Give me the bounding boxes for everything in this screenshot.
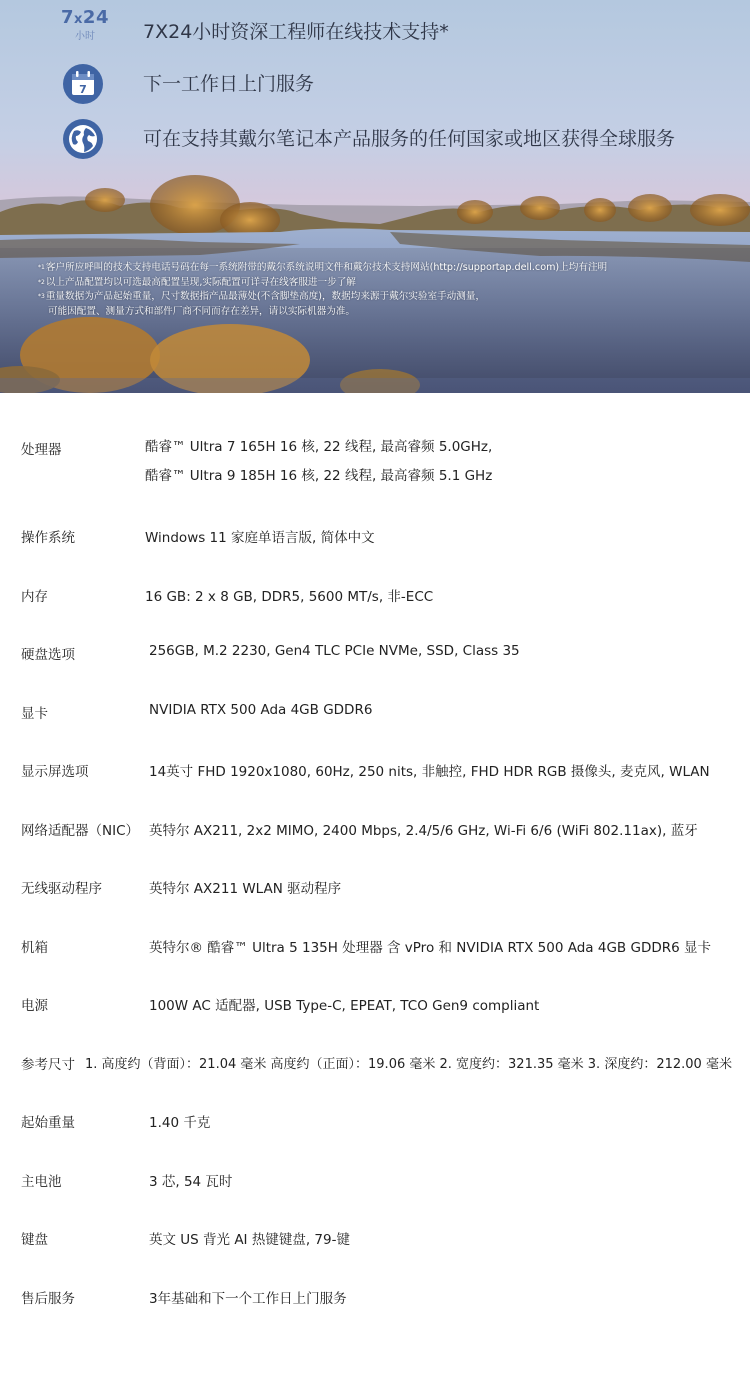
- spec-value-line: 酷睿™ Ultra 9 185H 16 核, 22 线程, 最高睿频 5.1 GHz: [145, 468, 493, 484]
- spec-value: NVIDIA RTX 500 Ada 4GB GDDR6: [149, 702, 373, 718]
- feature-onsite: [0, 60, 750, 120]
- spec-value: 英特尔® 酷睿™ Ultra 5 135H 处理器 含 vPro 和 NVIDIA RTX 500 Ada 4GB GDDR6 显卡: [149, 940, 711, 956]
- spec-value: 3年基础和下一个工作日上门服务: [149, 1291, 347, 1307]
- spec-value: [145, 433, 492, 491]
- feature-global: [0, 115, 750, 175]
- calendar-7-icon: [62, 63, 104, 105]
- spec-label: 起始重量: [21, 1115, 75, 1131]
- footnote-3-cont: [38, 305, 728, 320]
- footnote-1: [38, 261, 728, 276]
- spec-value: 16 GB: 2 x 8 GB, DDR5, 5600 MT/s, 非-ECC: [145, 589, 434, 605]
- spec-label: 电源: [21, 998, 48, 1014]
- footnote-mark: *2: [38, 278, 45, 286]
- footnote-2: [38, 276, 728, 291]
- calendar-day: 7: [79, 83, 87, 96]
- service-banner: [0, 0, 750, 393]
- spec-label: 主电池: [21, 1174, 62, 1190]
- spec-value: 1. 高度约（背面）：21.04 毫米 高度约（正面）：19.06 毫米 2. 宽度约：321.35 毫米 3. 深度约：212.00 毫米: [85, 1057, 732, 1072]
- footnote-text: 重量数据为产品起始重量，尺寸数据指产品最薄处(不含脚垫高度)，数据均来源于戴尔实验室手动测量，: [45, 291, 486, 302]
- footnote-text: 可能因配置、测量方式和部件厂商不同而存在差异，请以实际机器为准。: [48, 305, 355, 317]
- spec-value: 英特尔 AX211, 2x2 MIMO, 2400 Mbps, 2.4/5/6 GHz, Wi-Fi 6/6 (WiFi 802.11ax), 蓝牙: [149, 823, 698, 839]
- feature-onsite-text: 下一工作日上门服务: [143, 73, 315, 95]
- badge-x: x: [74, 12, 83, 27]
- spec-label: 网络适配器（NIC）: [21, 823, 140, 839]
- spec-value: 3 芯, 54 瓦时: [149, 1174, 233, 1190]
- spec-label: 无线驱动程序: [21, 881, 102, 897]
- spec-value: 1.40 千克: [149, 1115, 211, 1131]
- spec-value: 英特尔 AX211 WLAN 驱动程序: [149, 881, 342, 897]
- feature-support-text: 7X24小时资深工程师在线技术支持*: [143, 21, 449, 43]
- spec-value-line: 酷睿™ Ultra 7 165H 16 核, 22 线程, 最高睿频 5.0GHz,: [145, 439, 493, 455]
- badge-number: 7: [61, 7, 75, 28]
- footnote-text: 以上产品配置均以可选最高配置呈现,实际配置可详寻在线客服进一步了解: [45, 276, 356, 288]
- spec-label: 键盘: [21, 1232, 48, 1248]
- spec-label: 参考尺寸: [21, 1057, 75, 1073]
- footnotes: [38, 261, 728, 319]
- globe-icon: [62, 118, 104, 160]
- spec-label: 硬盘选项: [21, 647, 75, 663]
- spec-value: 英文 US 背光 AI 热键键盘, 79-键: [149, 1232, 350, 1248]
- badge-unit: 小时: [75, 31, 95, 42]
- footnote-text: 客户所应呼叫的技术支持电话号码在每一系统附带的戴尔系统说明文件和戴尔技术支持网站(http://supportap.dell.com)上均有注明: [45, 262, 608, 273]
- spec-label: 操作系统: [21, 530, 75, 546]
- footnote-3: [38, 290, 728, 305]
- spec-value: 14英寸 FHD 1920x1080, 60Hz, 250 nits, 非触控, FHD HDR RGB 摄像头, 麦克风, WLAN: [149, 764, 710, 780]
- footnote-mark: *3: [38, 293, 45, 300]
- spec-label: 机箱: [21, 940, 48, 956]
- footnote-mark: *1: [38, 264, 45, 271]
- spec-value: 100W AC 适配器, USB Type-C, EPEAT, TCO Gen9 compliant: [149, 998, 540, 1014]
- spec-label: 处理器: [21, 442, 62, 458]
- spec-value: Windows 11 家庭单语言版, 简体中文: [145, 530, 375, 546]
- spec-value: 256GB, M.2 2230, Gen4 TLC PCIe NVMe, SSD, Class 35: [149, 643, 520, 659]
- feature-global-text: 可在支持其戴尔笔记本产品服务的任何国家或地区获得全球服务: [143, 128, 676, 150]
- spec-label: 显卡: [21, 706, 48, 722]
- spec-label: 售后服务: [21, 1291, 75, 1307]
- spec-label: 内存: [21, 589, 48, 605]
- spec-label: 显示屏选项: [21, 764, 89, 780]
- badge-hours: 24: [82, 7, 109, 28]
